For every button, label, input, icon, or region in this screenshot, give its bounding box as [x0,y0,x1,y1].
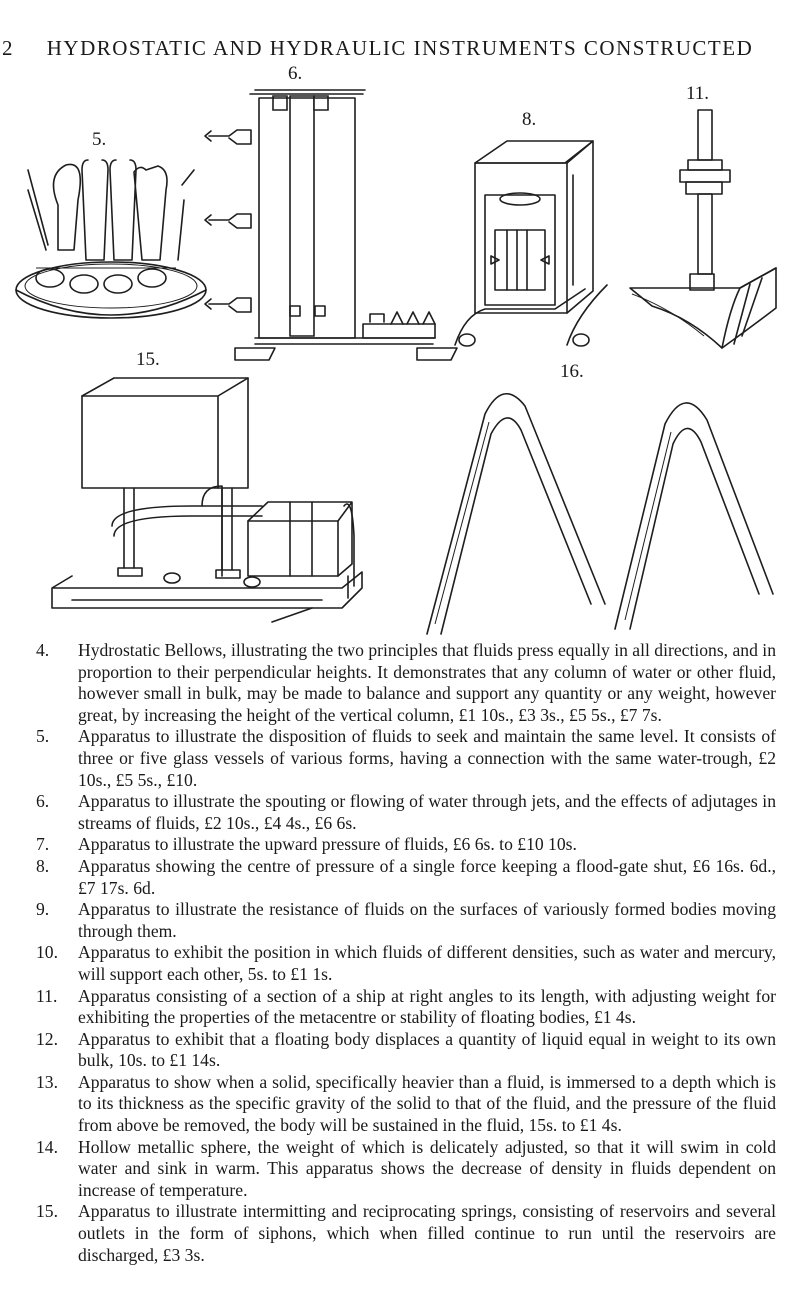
entry-number: 13. [36,1071,58,1092]
catalogue-entry-14 [36,1137,776,1202]
catalogue-entry-11 [36,986,776,1029]
entry-number: 10. [36,942,58,963]
catalogue-entry-7 [36,834,776,856]
entry-number: 7. [36,834,50,855]
catalogue-entry-10 [36,942,776,985]
entry-number: 6. [36,791,50,812]
figure-16-inverted-v-tubes [425,384,785,639]
entry-number: 5. [36,726,50,747]
entry-number: 14. [36,1136,58,1157]
entry-text: Apparatus to exhibit the position in which fluids of different densities, such as water and mercury, will support each other, 5s. to £1 1s. [78,942,776,984]
figure-5-communicating-vessels [6,150,216,330]
entry-number: 12. [36,1028,58,1049]
entry-text: Apparatus to exhibit that a floating body displaces a quantity of liquid equal in weight to its own bulk, 10s. to £1 14s. [78,1028,776,1071]
figure-11-ship-section [630,108,780,353]
figure-15-label: 15. [136,349,160,370]
catalogue-entry-5 [36,726,776,791]
entry-text: Apparatus showing the centre of pressure of a single force keeping a flood-gate shut, £6 16s. 6d., £7 17s. 6d. [78,855,776,898]
catalogue-entry-12 [36,1029,776,1072]
entry-text: Apparatus to illustrate the upward pressure of fluids, £6 6s. to £10 10s. [78,834,577,855]
page-header [0,36,800,66]
page-number: 2 [2,36,14,60]
figure-5-label: 5. [92,129,107,150]
catalogue-entry-6 [36,791,776,834]
entry-number: 4. [36,640,50,660]
entry-text: Hollow metallic sphere, the weight of which is delicately adjusted, so that it will swim in cold water and sink in warm. This apparatus shows the decrease of density in fluids dependent on increase of temperature. [78,1136,776,1200]
entry-number: 15. [36,1201,58,1222]
entry-text: Apparatus to illustrate the spouting or flowing of water through jets, and the effects of adjutages in streams of fluids, £2 10s., £4 4s., £6 6s. [78,791,776,833]
catalogue-entry-8 [36,856,776,899]
catalogue-entry-9 [36,899,776,942]
catalogue-entry-4 [36,640,776,726]
figure-6-label: 6. [288,63,303,84]
entry-text: Apparatus to show when a solid, specifically heavier than a fluid, is immersed to a depth which is to its thickness as the specific gravity of the solid to that of the fluid, and the pressure of the fluid from above be removed, the body will be sustained in the fluid, 15s. to £1 4s. [78,1071,776,1136]
figure-11-label: 11. [686,83,710,104]
entry-text: Apparatus to illustrate the disposition of fluids to seek and maintain the same level. It consists of three or five glass vessels of various forms, having a connection with the same water-trough, £2 10s., £5 5s., £10. [78,726,776,790]
entry-text: Apparatus consisting of a section of a ship at right angles to its length, with adjusting weight for exhibiting the properties of the metacentre or stability of floating bodies, £1 4s. [78,985,776,1028]
catalogue-entry-13 [36,1072,776,1137]
figure-6-jets-apparatus [195,84,445,364]
figure-8-label: 8. [522,109,537,130]
figure-8-flood-gate [455,135,615,350]
running-head: HYDROSTATIC AND HYDRAULIC INSTRUMENTS CONSTRUCTED [46,36,754,60]
catalogue-list [36,640,776,1266]
entry-text: Apparatus to illustrate intermitting and reciprocating springs, consisting of reservoirs and several outlets in the form of siphons, which when filled continue to run until the reservoirs are discharged, £3 3s. [78,1201,776,1265]
entry-number: 8. [36,855,50,876]
entry-text: Apparatus to illustrate the resistance of fluids on the surfaces of variously formed bodies moving through them. [78,899,776,941]
entry-number: 9. [36,899,50,920]
figure-16-label: 16. [560,361,584,382]
figure-15-intermitting-springs [52,376,362,626]
entry-text: Hydrostatic Bellows, illustrating the two principles that fluids press equally in all directions, and in proportion to their perpendicular heights. It demonstrates that any column of water or other fluid, however small in bulk, may be made to balance and support any quantity or any weight, however great, by increasing the height of the vertical column, £1 10s., £3 3s., £5 5s., £7 7s. [78,640,776,725]
catalogue-entry-15 [36,1201,776,1266]
entry-number: 11. [36,985,58,1006]
